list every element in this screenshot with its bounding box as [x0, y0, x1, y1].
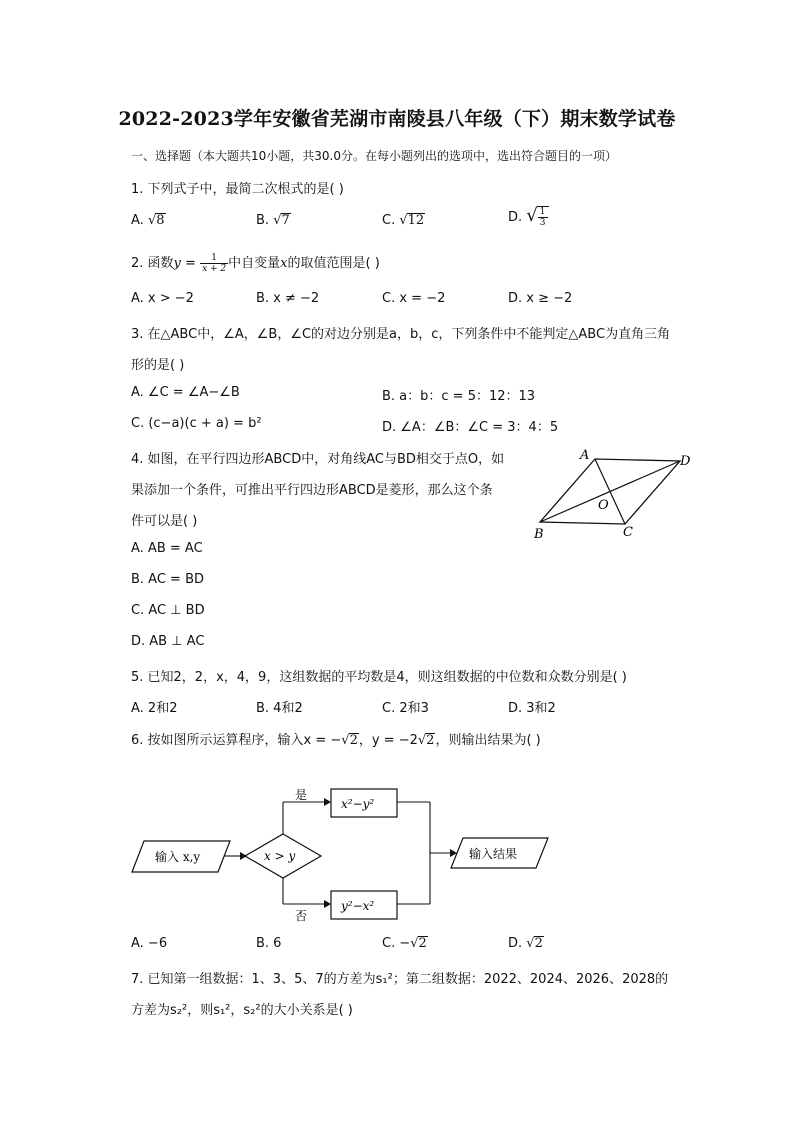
flow-bottom-box-label: y²−x² — [341, 899, 375, 913]
q5-option-c: C. 2和3 — [382, 701, 429, 716]
q4-option-b: B. AC = BD — [131, 572, 205, 587]
question-1-stem: 1. 下列式子中，最简二次根式的是( ) — [131, 182, 344, 197]
flow-yes-label: 是 — [295, 788, 308, 802]
q4-option-d: D. AB ⊥ AC — [131, 634, 205, 649]
flow-output-label: 输入结果 — [469, 847, 518, 861]
q2-option-a: A. x > −2 — [131, 291, 194, 306]
q1-option-c: C. √12 — [382, 213, 425, 228]
section-heading: 一、选择题（本大题共10小题，共30.0分。在每小题列出的选项中，选出符合题目的一项） — [131, 149, 617, 163]
flow-input-label: 输入 x,y — [155, 850, 201, 864]
flow-top-box-label: x²−y² — [341, 797, 375, 811]
flowchart — [128, 780, 558, 926]
q1-option-a: A. √8 — [131, 213, 165, 228]
q2-option-b: B. x ≠ −2 — [256, 291, 320, 306]
question-7-line-1: 7. 已知第一组数据：1、3、5、7的方差为s₁²；第二组数据：2022、2024、2026、2028的 — [131, 972, 669, 987]
q1-option-d: D. √ $\frac{1}{3}$ — [508, 205, 549, 228]
question-3-line-2: 形的是( ) — [131, 358, 185, 373]
question-3-line-1: 3. 在△ABC中，∠A，∠B，∠C的对边分别是a，b，c，下列条件中不能判定△ABC为直角三角 — [131, 327, 671, 342]
q4-option-a: A. AB = AC — [131, 541, 203, 556]
flow-condition-label: x > y — [264, 849, 296, 863]
label-b: B — [534, 527, 544, 542]
q5-option-d: D. 3和2 — [508, 701, 556, 716]
label-d: D — [680, 454, 691, 469]
q6-option-b: B. 6 — [256, 936, 282, 951]
label-a: A — [580, 448, 590, 463]
parallelogram-figure — [528, 444, 698, 544]
q3-option-a: A. ∠C = ∠A−∠B — [131, 385, 240, 400]
q6-option-a: A. −6 — [131, 936, 168, 951]
q5-option-a: A. 2和2 — [131, 701, 178, 716]
question-7-line-2: 方差为s₂²，则s₁²，s₂²的大小关系是( ) — [131, 1003, 353, 1018]
page-title: 2022-2023学年安徽省芜湖市南陵县八年级（下）期末数学试卷 — [118, 108, 676, 130]
q3-option-d: D. ∠A：∠B：∠C = 3：4：5 — [382, 420, 559, 435]
q6-option-c: C. −√2 — [382, 936, 427, 951]
q4-option-c: C. AC ⊥ BD — [131, 603, 205, 618]
label-o: O — [598, 498, 609, 513]
q1-option-b: B. √7 — [256, 213, 290, 228]
q2-option-d: D. x ≥ −2 — [508, 291, 573, 306]
label-c: C — [623, 525, 633, 540]
q6-option-d: D. √2 — [508, 936, 543, 951]
question-4-line-3: 件可以是( ) — [131, 514, 198, 529]
q5-option-b: B. 4和2 — [256, 701, 303, 716]
q3-option-c: C. (c−a)(c + a) = b² — [131, 416, 262, 431]
question-6-stem: 6. 按如图所示运算程序，输入x = −√2，y = −2√2，则输出结果为( ) — [131, 733, 541, 748]
question-5-stem: 5. 已知2，2，x，4，9，这组数据的平均数是4，则这组数据的中位数和众数分别是( ) — [131, 670, 627, 685]
question-4-line-1: 4. 如图，在平行四边形ABCD中，对角线AC与BD相交于点O，如 — [131, 452, 505, 467]
diagonal-bd — [540, 461, 680, 522]
question-4-line-2: 果添加一个条件，可推出平行四边形ABCD是菱形，那么这个条 — [131, 483, 493, 498]
question-2-stem: 2. 函数y = $\frac{1}{x + 2}$ 中自变量x的取值范围是( ) — [131, 253, 380, 274]
flow-no-label: 否 — [295, 909, 308, 923]
q3-option-b: B. a：b：c = 5：12：13 — [382, 389, 536, 404]
q2-option-c: C. x = −2 — [382, 291, 446, 306]
